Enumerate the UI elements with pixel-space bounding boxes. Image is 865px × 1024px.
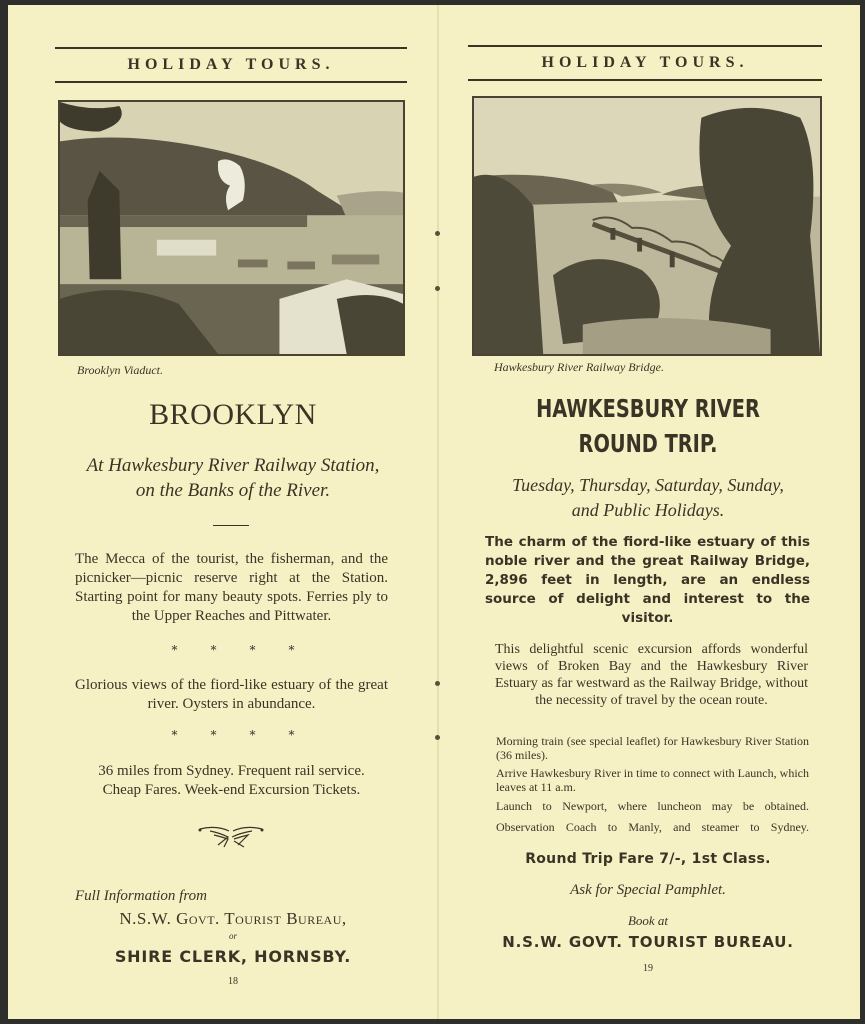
- asterisk: *: [171, 728, 178, 742]
- itinerary-item: Arrive Hawkesbury River in time to connect with Launch, which leaves at 11 a.m.: [496, 766, 809, 794]
- page-number: 19: [643, 963, 653, 974]
- photo-caption: Brooklyn Viaduct.: [77, 363, 163, 377]
- page-title: BROOKLYN: [149, 398, 317, 431]
- travel-paragraph: [75, 762, 388, 800]
- running-head: HOLIDAY TOURS.: [468, 45, 822, 81]
- travel-line: 36 miles from Sydney. Frequent rail service.: [98, 763, 365, 779]
- shire-clerk: SHIRE CLERK, HORNSBY.: [114, 947, 352, 966]
- photo-brooklyn-viaduct: [58, 100, 405, 356]
- subtitle-line: on the Banks of the River.: [135, 480, 331, 501]
- subtitle-line: At Hawkesbury River Railway Station,: [86, 455, 380, 476]
- title-line: HAWKESBURY RIVER: [536, 394, 760, 423]
- itinerary-item: Launch to Newport, where luncheon may be obtained.: [496, 799, 809, 813]
- info-label: Full Information from: [75, 888, 207, 904]
- right-page: [438, 5, 860, 1019]
- scroll-ornament-icon: [196, 823, 266, 849]
- views-paragraph: Glorious views of the fiord-like estuary of the great river. Oysters in abundance.: [75, 677, 388, 712]
- itinerary-item: Observation Coach to Manly, and steamer to Sydney.: [496, 820, 809, 834]
- brooklyn-photo-image: [60, 102, 403, 354]
- asterisk: *: [288, 643, 295, 657]
- asterisk: *: [249, 643, 256, 657]
- page-number: 18: [228, 976, 238, 987]
- photo-railway-bridge: [472, 96, 822, 356]
- scenic-paragraph: This delightful scenic excursion affords wonderful views of Broken Bay and the Hawkesbury River Estuary as far westward as the Railway Bridge, without the necessity of travel by the ocean route.: [495, 642, 808, 708]
- intro-paragraph: The Mecca of the tourist, the fisherman, and the picnicker—picnic reserve right at the Station. Starting point for many beauty spots. Ferries ply to the Upper Reaches and Pittwater.: [75, 551, 388, 624]
- asterisk: *: [288, 728, 295, 742]
- asterisk: *: [210, 728, 217, 742]
- asterisk: *: [171, 643, 178, 657]
- travel-line: Cheap Fares. Week-end Excursion Tickets.: [102, 782, 361, 798]
- days-line: Tuesday, Thursday, Saturday, Sunday,: [512, 475, 784, 495]
- days-subtitle: [458, 473, 838, 523]
- photo-caption: Hawkesbury River Railway Bridge.: [494, 360, 664, 374]
- bureau-name: N.S.W. Govt. Tourist Bureau,: [119, 909, 347, 928]
- asterisk: *: [210, 643, 217, 657]
- running-head: HOLIDAY TOURS.: [55, 47, 407, 83]
- left-page: [8, 5, 438, 1019]
- highlight-paragraph: The charm of the fiord-like estuary of this noble river and the great Railway Bridge, 2,896 feet in length, are an endless source of delight and interest to the visitor.: [485, 534, 810, 626]
- title-line: ROUND TRIP.: [578, 429, 718, 458]
- bridge-photo-image: [474, 98, 820, 354]
- fare-info: Round Trip Fare 7/-, 1st Class.: [525, 851, 771, 867]
- asterisk-separator: [68, 643, 398, 657]
- subtitle: [48, 453, 418, 503]
- page-title: [485, 391, 812, 461]
- book-at-label: Book at: [627, 913, 669, 928]
- asterisk: *: [249, 728, 256, 742]
- bureau-name: N.S.W. GOVT. TOURIST BUREAU.: [502, 933, 794, 951]
- divider-rule: [213, 525, 249, 526]
- or-label: or: [228, 931, 237, 941]
- booklet-spread: [8, 5, 860, 1019]
- asterisk-separator: [68, 728, 398, 742]
- days-line: and Public Holidays.: [571, 500, 725, 520]
- itinerary-item: Morning train (see special leaflet) for Hawkesbury River Station (36 miles).: [496, 734, 809, 762]
- pamphlet-note: Ask for Special Pamphlet.: [570, 882, 726, 898]
